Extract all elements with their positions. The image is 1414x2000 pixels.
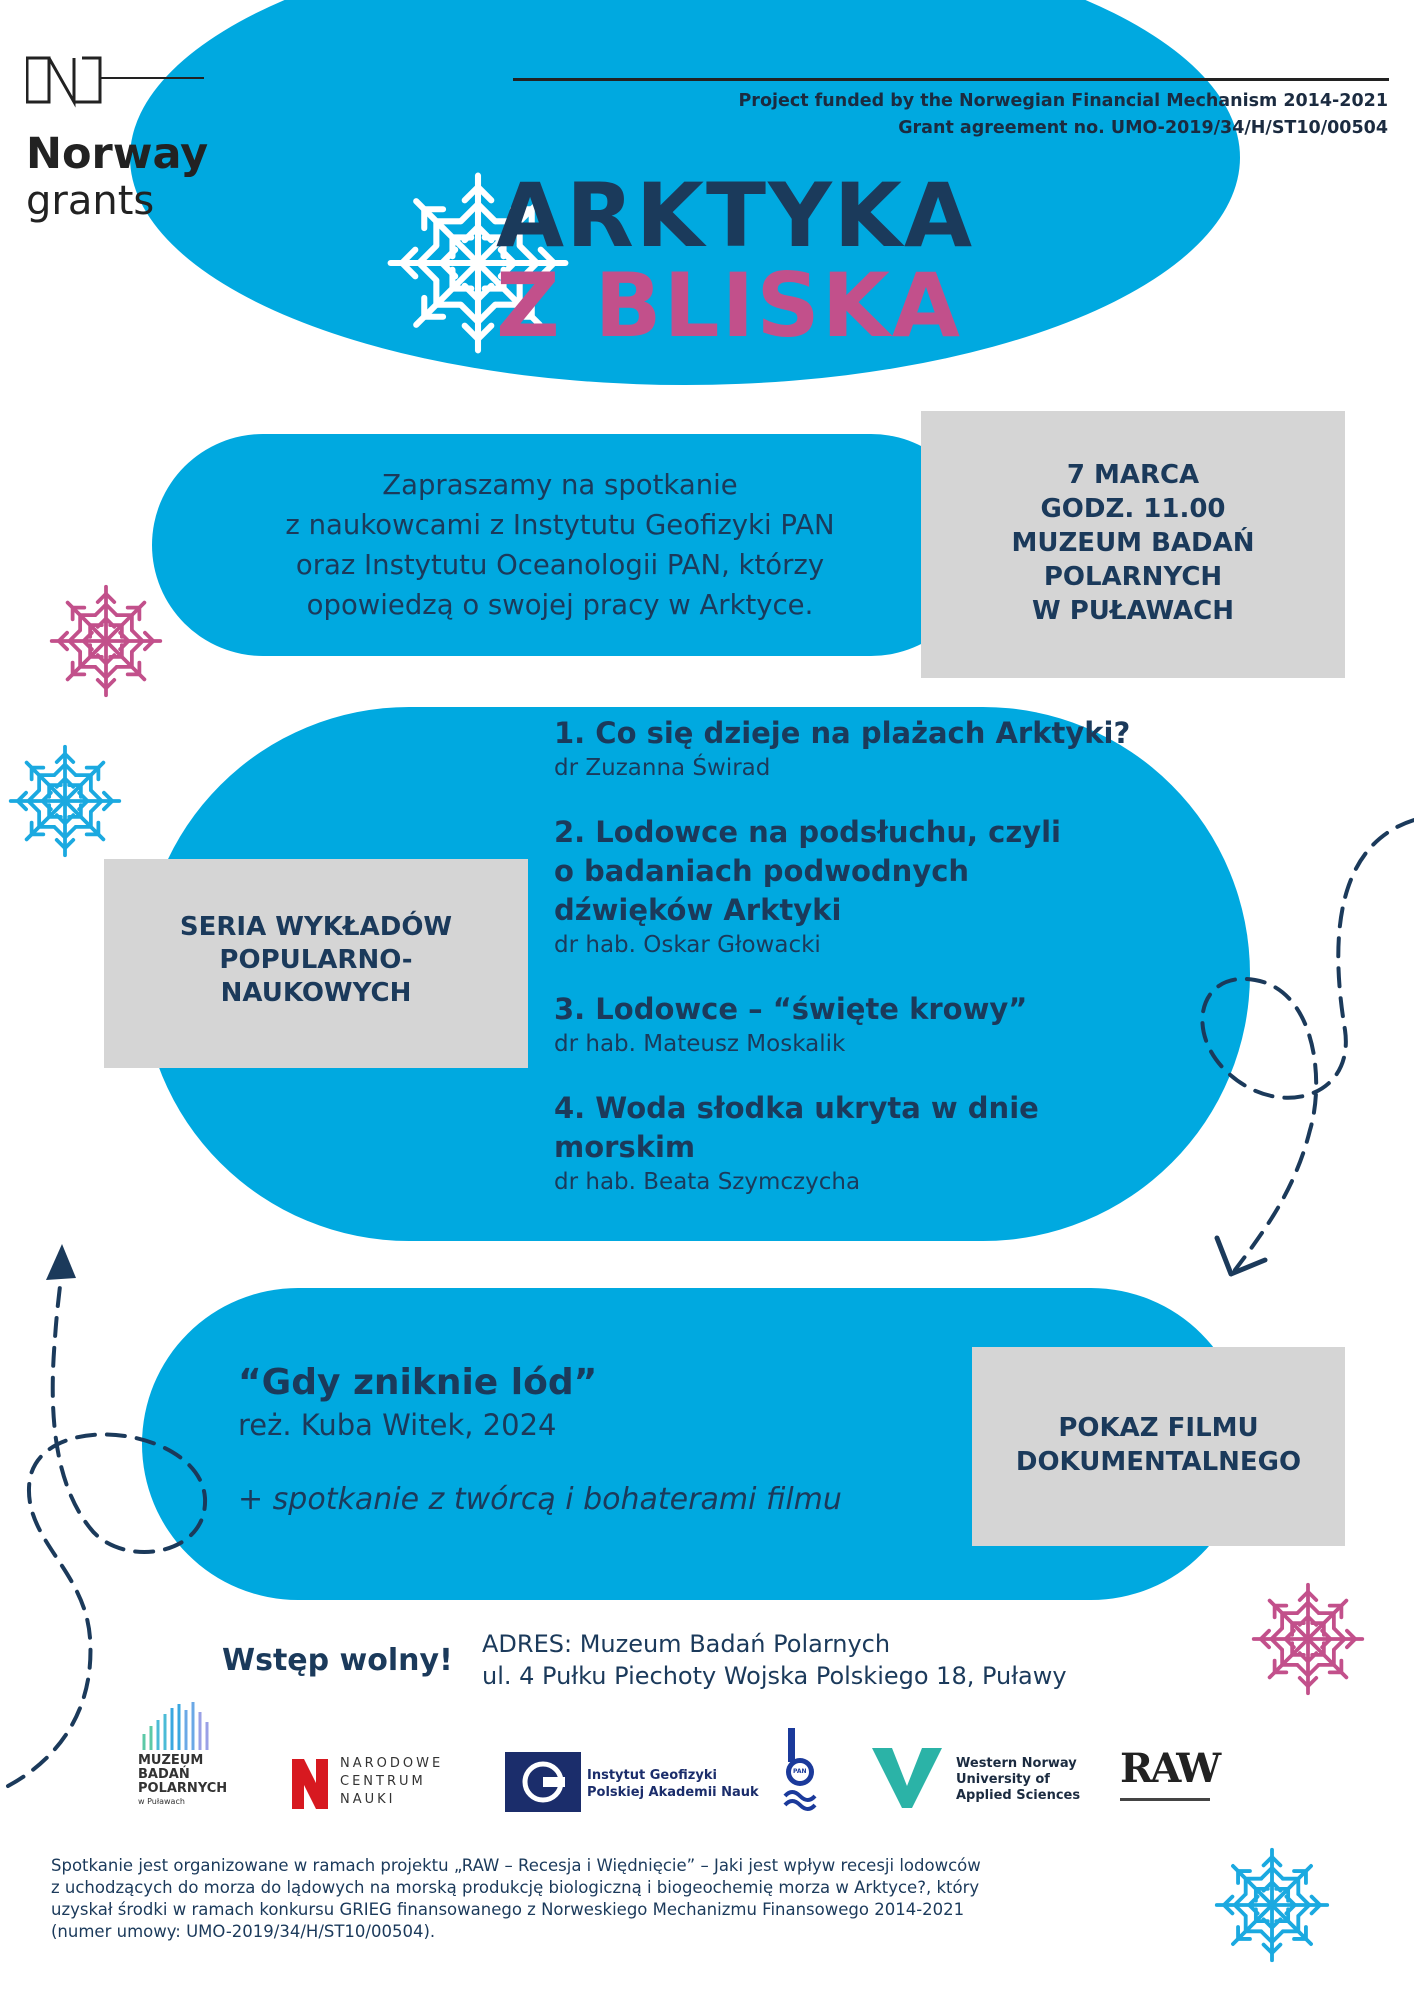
igf-mark-icon bbox=[505, 1752, 581, 1812]
partner-logo-igf bbox=[505, 1752, 759, 1812]
lecture-item bbox=[554, 990, 1194, 1059]
event-time: GODZ. 11.00 bbox=[1040, 494, 1226, 524]
event-date: 7 MARCA bbox=[1066, 460, 1200, 490]
pan-text: PAN bbox=[793, 1768, 807, 1775]
funding-line-1: Project funded by the Norwegian Financial Mechanism 2014-2021 bbox=[738, 91, 1388, 111]
snowflake-icon bbox=[1212, 1845, 1332, 1965]
raw-text: RAW bbox=[1120, 1745, 1219, 1792]
lecture-speaker: dr hab. Beata Szymczycha bbox=[554, 1169, 861, 1195]
series-label-line: NAUKOWYCH bbox=[220, 978, 412, 1008]
address bbox=[482, 1628, 1067, 1692]
title-line-2: Z BLISKA bbox=[496, 254, 963, 357]
lecture-title: morskim bbox=[554, 1130, 696, 1164]
ncn-line: NARODOWE bbox=[340, 1756, 444, 1771]
film-director: reż. Kuba Witek, 2024 bbox=[238, 1408, 557, 1442]
lecture-speaker: dr Zuzanna Świrad bbox=[554, 755, 771, 781]
lecture-title: 1. Co się dzieje na plażach Arktyki? bbox=[554, 716, 1131, 750]
lecture-title: dźwięków Arktyki bbox=[554, 893, 842, 927]
mbp-line: BADAŃ bbox=[138, 1767, 190, 1782]
free-entry: Wstęp wolny! bbox=[222, 1643, 453, 1678]
footer-text bbox=[51, 1855, 1201, 1943]
igf-line: Instytut Geofizyki bbox=[587, 1768, 717, 1783]
snowflake-icon bbox=[6, 742, 124, 860]
mbp-line: w Puławach bbox=[138, 1797, 185, 1806]
wnu-mark-icon bbox=[872, 1748, 942, 1808]
film-title: “Gdy zniknie lód” bbox=[238, 1362, 598, 1403]
lecture-title: 2. Lodowce na podsłuchu, czyli bbox=[554, 815, 1061, 849]
series-label-line: POPULARNO- bbox=[219, 945, 413, 975]
snowflake-icon bbox=[1249, 1580, 1367, 1698]
series-label-line: SERIA WYKŁADÓW bbox=[179, 912, 453, 942]
film-label-line: POKAZ FILMU bbox=[1058, 1413, 1259, 1443]
lecture-title: o badaniach podwodnych bbox=[554, 854, 970, 888]
wnu-line: University of bbox=[956, 1772, 1050, 1787]
norway-grants-mark-icon bbox=[26, 52, 216, 112]
film-extra: + spotkanie z twórcą i bohaterami filmu bbox=[238, 1482, 842, 1517]
wnu-line: Applied Sciences bbox=[956, 1788, 1081, 1803]
logo-word-norway: Norway bbox=[26, 129, 209, 179]
dashed-arrow-right-icon bbox=[1165, 800, 1414, 1284]
partner-logo-ncn bbox=[292, 1755, 472, 1811]
event-place: MUZEUM BADAŃ bbox=[1011, 528, 1255, 558]
funding-rule bbox=[513, 78, 1389, 81]
lecture-list bbox=[554, 714, 1194, 1197]
footer-line: z uchodzących do morza do lądowych na morską produkcję biologiczną i biogeochemię morza w Arktyce?, który bbox=[51, 1878, 980, 1897]
lecture-speaker: dr hab. Mateusz Moskalik bbox=[554, 1031, 846, 1057]
partner-logo-wnu bbox=[872, 1748, 1102, 1808]
film-info bbox=[238, 1360, 938, 1520]
invite-line: opowiedzą o swojej pracy w Arktyce. bbox=[306, 589, 814, 621]
ncn-line: CENTRUM bbox=[340, 1774, 426, 1789]
film-label-line: DOKUMENTALNEGO bbox=[1015, 1447, 1302, 1477]
partner-logo-pan bbox=[783, 1728, 817, 1812]
wnu-line: Western Norway bbox=[956, 1756, 1077, 1771]
lecture-series-label bbox=[104, 859, 528, 1068]
lecture-item bbox=[554, 714, 1194, 783]
raw-underline bbox=[1120, 1798, 1210, 1801]
title-line-1: ARKTYKA bbox=[496, 164, 975, 267]
address-line-2: ul. 4 Pułku Piechoty Wojska Polskiego 18, Puławy bbox=[482, 1662, 1067, 1690]
footer-line: Spotkanie jest organizowane w ramach projektu „RAW – Recesja i Więdnięcie” – Jaki jest wpływ recesji lodowców bbox=[51, 1856, 981, 1875]
snowflake-icon bbox=[47, 582, 165, 700]
ncn-mark-icon bbox=[292, 1759, 328, 1809]
footer-line: (numer umowy: UMO-2019/34/H/ST10/00504). bbox=[51, 1922, 436, 1941]
funding-line-2: Grant agreement no. UMO-2019/34/H/ST10/00504 bbox=[898, 118, 1388, 138]
aurora-icon bbox=[138, 1700, 218, 1750]
invite-line: Zapraszamy na spotkanie bbox=[382, 469, 738, 501]
footer-line: uzyskał środki w ramach konkursu GRIEG finansowanego z Norweskiego Mechanizmu Finansowego 2014-2021 bbox=[51, 1900, 965, 1919]
lecture-title: 3. Lodowce – “święte krowy” bbox=[554, 992, 1028, 1026]
mbp-line: MUZEUM bbox=[138, 1753, 204, 1768]
invite-line: oraz Instytutu Oceanologii PAN, którzy bbox=[295, 549, 825, 581]
address-line-1: ADRES: Muzeum Badań Polarnych bbox=[482, 1630, 891, 1658]
lecture-item bbox=[554, 813, 1194, 960]
event-place: POLARNYCH bbox=[1043, 562, 1223, 592]
ncn-line: NAUKI bbox=[340, 1792, 396, 1807]
norway-grants-logo bbox=[26, 52, 216, 232]
funding-info bbox=[738, 88, 1388, 142]
mbp-line: POLARNYCH bbox=[138, 1781, 228, 1796]
lecture-title: 4. Woda słodka ukryta w dnie bbox=[554, 1091, 1039, 1125]
logo-word-grants: grants bbox=[26, 178, 155, 224]
event-place: W PUŁAWACH bbox=[1031, 596, 1235, 626]
lecture-speaker: dr hab. Oskar Głowacki bbox=[554, 932, 821, 958]
partner-logo-mbp bbox=[138, 1700, 268, 1808]
lecture-item bbox=[554, 1089, 1194, 1197]
invite-line: z naukowcami z Instytutu Geofizyki PAN bbox=[285, 509, 835, 541]
igf-line: Polskiej Akademii Nauk bbox=[587, 1785, 759, 1800]
partner-logo-raw bbox=[1120, 1746, 1220, 1806]
film-label-box bbox=[972, 1347, 1345, 1546]
invite-text bbox=[200, 465, 920, 625]
event-details-box bbox=[921, 411, 1345, 678]
